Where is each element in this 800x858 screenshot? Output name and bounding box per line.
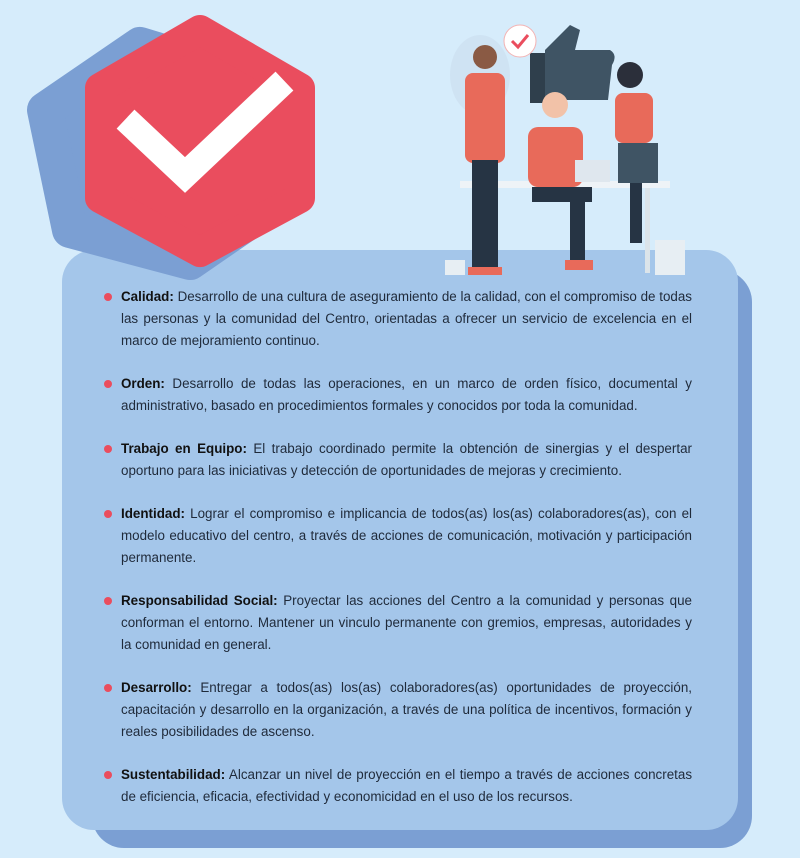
bullet-icon: [104, 510, 112, 518]
bullet-icon: [104, 293, 112, 301]
checkmark-badge: [0, 0, 340, 290]
value-item-sustentabilidad: Sustentabilidad: Alcanzar un nivel de proyección en el tiempo a través de acciones concretas de eficiencia, eficacia, efectividad y economicidad en el uso de los recursos.: [104, 764, 692, 808]
bullet-icon: [104, 380, 112, 388]
team-thumbs-up-illustration: [420, 5, 700, 280]
value-item-responsabilidad-social: Responsabilidad Social: Proyectar las acciones del Centro a la comunidad y personas que conforman el entorno. Mantener un vinculo permanente con gremios, empresas, autoridades y la comunidad en general.: [104, 590, 692, 656]
bullet-icon: [104, 684, 112, 692]
value-item-trabajo-en-equipo: Trabajo en Equipo: El trabajo coordinado permite la obtención de sinergias y el despertar oportuno para las iniciativas y detección de oportunidades de mejoras y crecimiento.: [104, 438, 692, 482]
values-list: [104, 286, 692, 829]
value-item-orden: Orden: Desarrollo de todas las operaciones, en un marco de orden físico, documental y administrativo, basado en procedimientos formales y conocidos por toda la comunidad.: [104, 373, 692, 417]
bullet-icon: [104, 597, 112, 605]
value-item-identidad: Identidad: Lograr el compromiso e implicancia de todos(as) los(as) colaboradores(as), con el modelo educativo del centro, a través de acciones de comunicación, motivación y participación permanente.: [104, 503, 692, 569]
bullet-icon: [104, 771, 112, 779]
bullet-icon: [104, 445, 112, 453]
value-item-calidad: Calidad: Desarrollo de una cultura de aseguramiento de la calidad, con el compromiso de todas las personas y la comunidad del Centro, orientadas a ofrecer un servicio de excelencia en el marco de mejoramiento continuo.: [104, 286, 692, 352]
value-item-desarrollo: Desarrollo: Entregar a todos(as) los(as) colaboradores(as) oportunidades de proyección, capacitación y desarrollo en la organización, a través de una política de incentivos, formación y reales posibilidades de ascenso.: [104, 677, 692, 743]
